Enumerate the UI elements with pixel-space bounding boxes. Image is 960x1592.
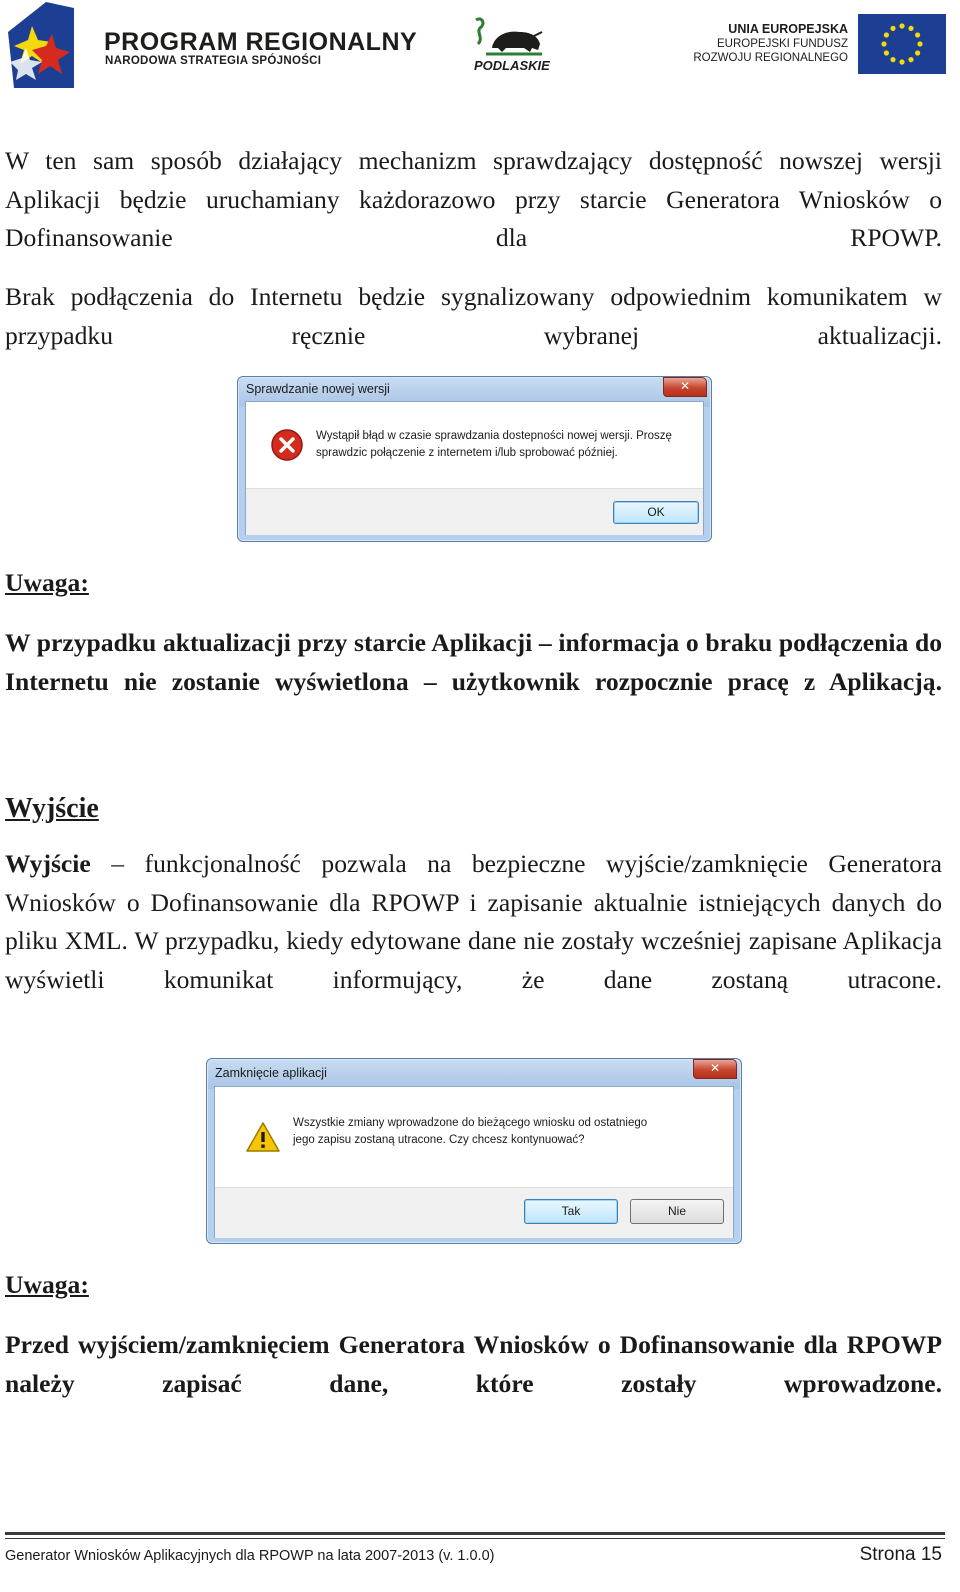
- close-button[interactable]: ✕: [693, 1059, 737, 1079]
- dialog-message-line2: jego zapisu zostaną utracone. Czy chcesz kontynuować?: [293, 1134, 585, 1146]
- program-regionalny-logo-icon: [6, 2, 76, 90]
- error-icon: [270, 428, 304, 462]
- eu-title: UNIA EUROPEJSKA: [728, 22, 848, 36]
- dialog-footer: [246, 488, 703, 535]
- eu-flag-icon: [858, 14, 946, 74]
- note-save-before-exit-text: Przed wyjściem/zamknięciem Generatora Wniosków o Dofinansowanie dla RPOWP należy zapisać dane, które zostały wprowadzone.: [5, 1330, 942, 1398]
- yes-button[interactable]: Tak: [524, 1199, 618, 1224]
- page-number: Strona 15: [859, 1544, 942, 1565]
- dialog-version-check: [237, 376, 712, 542]
- dialog-message-line2: sprawdzic połączenie z internetem i/lub sprobować później.: [316, 447, 618, 459]
- program-title: PROGRAM REGIONALNY: [104, 28, 418, 56]
- paragraph-no-internet-text: Brak podłączenia do Internetu będzie sygnalizowany odpowiednim komunikatem w przypadku ręcznie wybranej aktualizacji.: [5, 282, 942, 350]
- footer-divider: [5, 1532, 945, 1535]
- paragraph-update-check-text: W ten sam sposób działający mechanizm sprawdzający dostępność nowszej wersji Aplikacji będzie uruchamiany każdorazowo przy starcie Generatora Wniosków o Dofinansowanie dla RPOWP.: [5, 146, 942, 252]
- dialog-message-line1: Wszystkie zmiany wprowadzone do bieżącego wniosku od ostatniego: [293, 1117, 648, 1129]
- program-subtitle: NARODOWA STRATEGIA SPÓJNOŚCI: [105, 55, 322, 67]
- dialog-footer: [215, 1187, 733, 1238]
- ok-button[interactable]: OK: [613, 501, 699, 524]
- exit-term: Wyjście: [5, 849, 91, 878]
- dialog-title: Sprawdzanie nowej wersji: [246, 382, 390, 396]
- close-button[interactable]: ✕: [663, 377, 707, 397]
- dialog-body: [245, 401, 704, 535]
- dialog-close-app: [206, 1058, 742, 1244]
- paragraph-exit: [5, 845, 942, 999]
- note-label: Uwaga:: [5, 568, 89, 597]
- dialog-title: Zamknięcie aplikacji: [215, 1066, 327, 1080]
- note-save-before-exit: [5, 1326, 942, 1403]
- exit-description: – funkcjonalność pozwala na bezpieczne wyjście/zamknięcie Generatora Wniosków o Dofinansowanie dla RPOWP i zapisanie aktualnie istniejących danych do pliku XML. W przypadku, kiedy edytowane dane nie zostały wcześniej zapisane Aplikacja wyświetli komunikat informujący, że dane zostaną utracone.: [5, 849, 942, 994]
- note-label: Uwaga:: [5, 1270, 89, 1299]
- section-heading-exit: Wyjście: [5, 793, 99, 824]
- note-update-startup-text: W przypadku aktualizacji przy starcie Aplikacji – informacja o braku podłączenia do Internetu nie zostanie wyświetlona – użytkownik rozpocznie pracę z Aplikacją.: [5, 628, 942, 696]
- footer-divider-thin: [5, 1538, 945, 1539]
- region-name: PODLASKIE: [474, 58, 550, 73]
- paragraph-update-check: [5, 142, 942, 258]
- paragraph-no-internet: [5, 278, 942, 355]
- eu-line3: ROZWOJU REGIONALNEGO: [693, 52, 848, 64]
- warning-icon: [245, 1121, 281, 1153]
- note-update-startup: [5, 624, 942, 701]
- dialog-message-line1: Wystąpił błąd w czasie sprawdzania dostepności nowej wersji. Proszę: [316, 430, 672, 442]
- eu-line2: EUROPEJSKI FUNDUSZ: [717, 38, 848, 50]
- eu-caption: [690, 22, 848, 65]
- footer-doc-title: Generator Wniosków Aplikacyjnych dla RPOWP na lata 2007-2013 (v. 1.0.0): [5, 1548, 495, 1564]
- no-button[interactable]: Nie: [630, 1199, 724, 1224]
- dialog-body: [214, 1086, 734, 1238]
- dialog-message: [293, 1115, 723, 1149]
- bison-icon: [472, 14, 548, 60]
- header: [0, 0, 960, 100]
- dialog-message: [316, 428, 696, 462]
